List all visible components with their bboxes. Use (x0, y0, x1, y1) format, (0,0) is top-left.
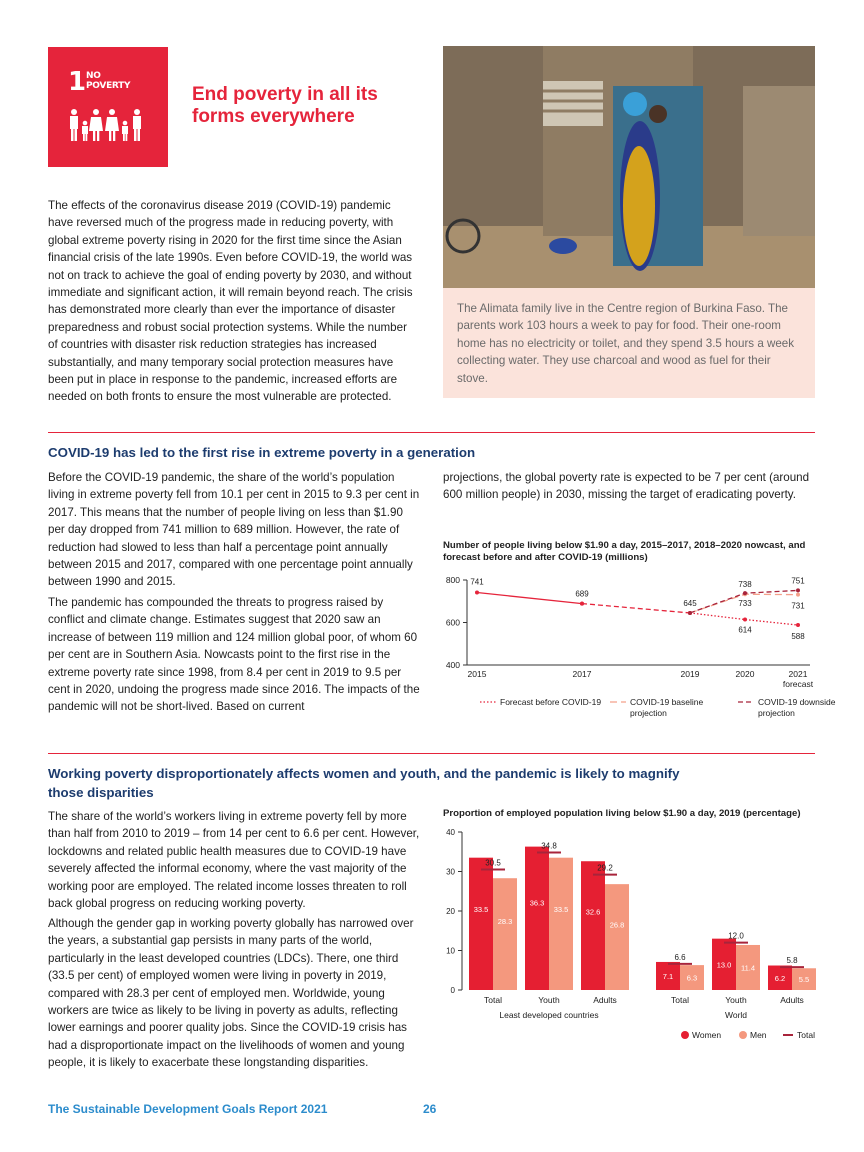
bar-label-men: 11.4 (740, 963, 756, 973)
bar-men (605, 884, 629, 990)
data-label: 741 (470, 577, 484, 587)
photo-alimata-family (443, 46, 815, 288)
legend-label: Total (797, 1030, 815, 1040)
bar-men (493, 878, 517, 990)
goal-number: 1 (68, 67, 87, 97)
chart2-title: Proportion of employed population living below $1.90 a day, 2019 (percentage) (443, 808, 801, 819)
bar-label-men: 26.8 (609, 920, 625, 930)
x-tick-label: 2021 (788, 669, 808, 679)
x-tick-label: 2020 (735, 669, 755, 679)
bar-label-total: 30.5 (485, 858, 501, 868)
category-label: Adults (593, 995, 617, 1005)
legend-swatch-women (681, 1031, 689, 1039)
data-label: 689 (575, 589, 589, 599)
bar-label-women: 32.6 (585, 907, 601, 917)
bar-label-men: 5.5 (798, 975, 810, 985)
legend-label: Forecast before COVID-19 (500, 697, 602, 707)
category-label: Youth (538, 995, 560, 1005)
bar-women (525, 847, 549, 990)
chart1-legend (470, 694, 836, 724)
section1-paragraph-2: The pandemic has compounded the threats to progress raised by conflict and climate change. Estimates suggest that 2020 saw an increase of between 119 million and 124 million global poor, of whom 60 per cent are in Southern Asia. Nowcasts point to the first rise in the extreme poverty rate since 1998, from 8.4 per cent in 2019 to 9.5 per cent in 2020, undoing the progress made since 2016. The impacts of the pandemic will not be short-lived. Based on current (48, 596, 420, 714)
x-tick-label: 2017 (572, 669, 592, 679)
data-point (580, 602, 584, 606)
section-heading-extreme-poverty: COVID-19 has led to the first rise in extreme poverty in a generation (48, 445, 476, 460)
sdg-goal-1-logo (48, 47, 168, 167)
data-label: 738 (738, 580, 752, 590)
y-tick-label: 30 (446, 867, 455, 877)
bar-men (549, 858, 573, 990)
bar-label-women: 6.2 (774, 973, 786, 983)
section-heading-working-poverty: Working poverty disproportionately affects women and youth, and the pandemic is likely to magnify those disparities (48, 766, 680, 800)
family-icon (68, 109, 148, 143)
y-tick-label: 10 (446, 946, 455, 956)
legend-label: projection (758, 708, 795, 718)
bar-women (581, 861, 605, 990)
data-point (796, 623, 800, 627)
section1-paragraph-1: Before the COVID-19 pandemic, the share of the world’s population living in extreme poverty fell from 10.1 per cent in 2015 to 9.3 per cent in 2017. This means that the number of people living on less than $1.90 per day dropped from 741 million to 689 million. However, the rate of reduction had slowed to less than half a percentage point annually between 2015 and 2017, compared with one percentage point annually between 1990 and 2015. (48, 471, 420, 589)
x-tick-label: 2019 (680, 669, 700, 679)
data-point (743, 591, 747, 595)
data-point (688, 611, 692, 615)
y-tick-label: 0 (450, 986, 455, 995)
group-label: World (724, 1010, 748, 1020)
bar-label-men: 6.3 (686, 973, 698, 983)
goal-label-line2: POVERTY (86, 81, 131, 91)
y-tick-label: 400 (445, 660, 460, 670)
goal-title: End poverty in all its forms everywhere (192, 84, 378, 127)
section-divider (48, 753, 815, 754)
category-label: Total (484, 995, 502, 1005)
group-label: Least developed countries (499, 1010, 599, 1020)
data-point (796, 593, 800, 597)
legend-label: Women (692, 1030, 722, 1040)
legend-label: Men (750, 1030, 767, 1040)
data-label: 733 (738, 599, 752, 609)
bar-women (469, 858, 493, 990)
goal-label-line1: NO (86, 71, 101, 81)
section-divider (48, 432, 815, 433)
y-tick-label: 600 (445, 617, 460, 628)
goal-label (86, 71, 130, 91)
data-label: 614 (738, 625, 752, 635)
bar-label-women: 33.5 (473, 905, 489, 915)
page-number: 26 (423, 1102, 437, 1116)
bar-label-total: 34.8 (541, 841, 557, 851)
data-point (475, 591, 479, 595)
photo-caption: The Alimata family live in the Centre region of Burkina Faso. The parents work 103 hours a week to pay for food. Their one-room home has no electricity or toilet, and they spend 3.5 hours a week collecting water. They use charcoal and wood as fuel for their stove. (443, 288, 815, 398)
data-point (796, 588, 800, 592)
bar-label-total: 6.6 (674, 952, 686, 962)
legend-swatch-men (739, 1031, 747, 1039)
intro-paragraph: The effects of the coronavirus disease 2019 (COVID-19) pandemic have reversed much of the progress made in reducing poverty, with global extreme poverty rising in 2020 for the first time since the Asian financial crisis of the late 1990s. Even before COVID-19, the world was not on track to achieve the goal of ending poverty by 2030, and without immediate and significant action, it will remain beyond reach. The crisis has demonstrated more clearly than ever the importance of disaster preparedness and robust social protection systems. While the number of countries with disaster risk reduction strategies has increased substantially, and many temporary social protection measures have been put in place in response to the pandemic, increased efforts are needed on both fronts to ensure the most vulnerable are protected. (48, 199, 413, 404)
x-tick-label: 2015 (467, 669, 487, 679)
y-tick-label: 20 (446, 907, 455, 916)
x-sublabel: forecast (782, 679, 814, 689)
legend-label: COVID-19 baseline (630, 697, 704, 707)
bar-label-total: 12.0 (728, 931, 744, 941)
series-line (582, 604, 690, 613)
data-label: 731 (791, 601, 805, 611)
bar-label-men: 33.5 (553, 905, 569, 915)
bar-label-total: 29.2 (597, 863, 613, 873)
chart1-title: Number of people living below $1.90 a day, 2015–2017, 2018–2020 nowcast, and forecast before and after COVID-19 (millions) (443, 540, 806, 563)
category-label: Youth (725, 995, 747, 1005)
data-label: 588 (791, 632, 805, 642)
bar-label-women: 7.1 (662, 971, 674, 981)
section2-paragraph-2: Although the gender gap in working poverty globally has narrowed over the years, a substantial gap persists in many parts of the world, particularly in the least developed countries (LDCs). There, one third (33.5 per cent) of employed women were living in poverty in 2019, compared with 28.3 per cent of employed men. Worldwide, young workers are twice as likely to be living in poverty as adults, reflecting lower earnings and poorer quality jobs. Since the COVID-19 crisis has had a disproportionate impact on the livelihoods of women and young people, it is likely to exacerbate these longstanding disparities. (48, 917, 414, 1070)
section1-paragraph-3: projections, the global poverty rate is expected to be 7 per cent (around 600 million people) in 2030, missing the target of eradicating poverty. (443, 471, 810, 502)
category-label: Total (671, 995, 689, 1005)
data-label: 645 (683, 598, 697, 608)
category-label: Adults (780, 995, 804, 1005)
bar-label-women: 13.0 (716, 960, 732, 970)
legend-label: projection (630, 708, 667, 718)
series-line (477, 593, 582, 604)
bar-label-women: 36.3 (529, 898, 545, 908)
y-tick-label: 40 (446, 828, 455, 837)
data-label: 751 (791, 576, 805, 586)
bar-label-men: 28.3 (497, 917, 513, 927)
working-poverty-bar-chart (440, 825, 820, 1050)
legend-label: COVID-19 downside (758, 697, 836, 707)
y-tick-label: 800 (445, 575, 460, 585)
footer-report-title: The Sustainable Development Goals Report 2021 (48, 1102, 328, 1116)
bar-label-total: 5.8 (786, 956, 798, 966)
data-point (743, 618, 747, 622)
section2-paragraph-1: The share of the world’s workers living in extreme poverty fell by more than half from 2010 to 2019 – from 14 per cent to 6.6 per cent. However, lockdowns and related public health measures due to COVID-19 have severely affected the informal economy, where the vast majority of the working poor are employed. The related income losses threaten to roll back global progress on reducing working poverty. (48, 810, 420, 911)
